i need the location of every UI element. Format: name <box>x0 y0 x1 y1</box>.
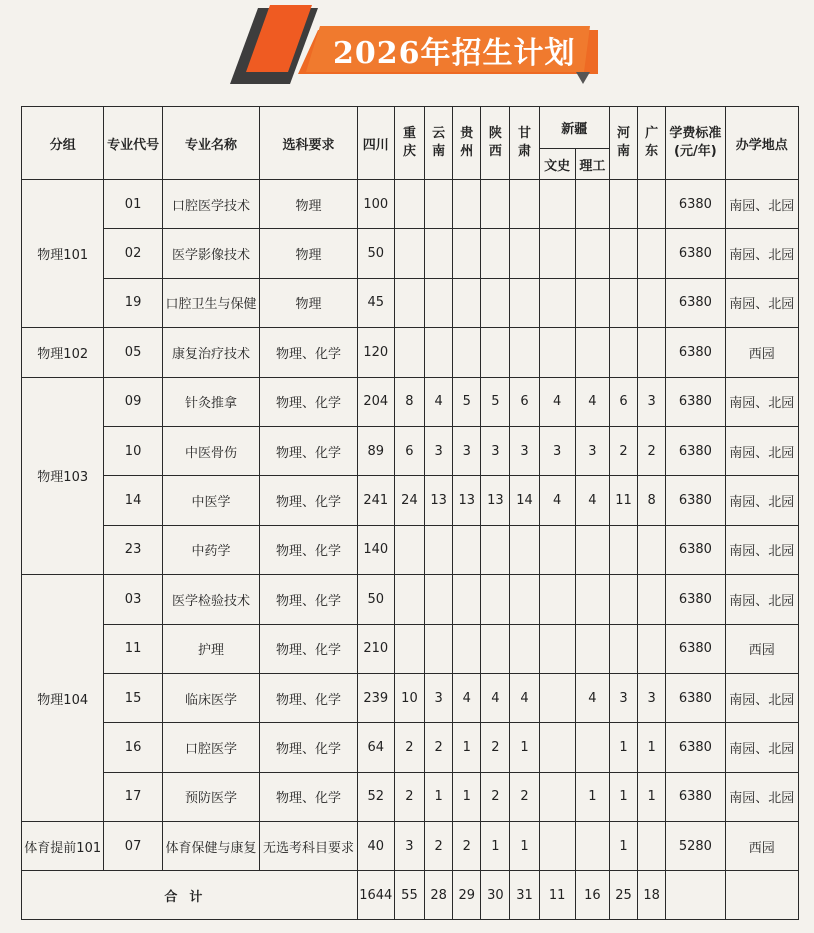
quota-guizhou <box>453 328 481 377</box>
table-row <box>22 328 799 377</box>
campus-location: 南园、北园 <box>725 229 798 278</box>
tuition-fee: 6380 <box>666 723 725 772</box>
quota-xinjiang-ligong <box>575 575 609 624</box>
quota-guangdong <box>638 278 666 327</box>
header-sichuan: 四川 <box>357 107 394 180</box>
quota-yunnan <box>425 525 453 574</box>
tuition-fee: 5280 <box>666 822 725 871</box>
header-henan-1: 河 <box>617 126 631 141</box>
major-name: 康复治疗技术 <box>162 328 259 377</box>
major-code: 17 <box>104 772 162 821</box>
quota-henan <box>609 624 637 673</box>
quota-henan: 2 <box>609 426 637 475</box>
quota-chongqing <box>394 229 424 278</box>
major-name: 体育保健与康复 <box>162 822 259 871</box>
tuition-fee: 6380 <box>666 624 725 673</box>
tuition-fee: 6380 <box>666 575 725 624</box>
quota-xinjiang-ligong <box>575 229 609 278</box>
quota-henan: 1 <box>609 822 637 871</box>
subject-requirement: 物理 <box>260 180 357 229</box>
quota-yunnan: 3 <box>425 673 453 722</box>
quota-guizhou <box>453 278 481 327</box>
header-shaanxi <box>481 107 510 180</box>
table-row <box>22 673 799 722</box>
quota-chongqing: 10 <box>394 673 424 722</box>
quota-xinjiang-ligong: 1 <box>575 772 609 821</box>
quota-henan <box>609 278 637 327</box>
campus-location: 南园、北园 <box>725 426 798 475</box>
quota-guangdong <box>638 822 666 871</box>
quota-gansu: 2 <box>510 772 539 821</box>
quota-sichuan: 50 <box>357 229 394 278</box>
quota-gansu: 6 <box>510 377 539 426</box>
tuition-fee: 6380 <box>666 180 725 229</box>
table-header <box>22 107 799 180</box>
quota-xinjiang-ligong <box>575 180 609 229</box>
quota-shaanxi <box>481 624 510 673</box>
header-name: 专业名称 <box>162 107 259 180</box>
table-footer <box>22 871 799 920</box>
quota-henan <box>609 180 637 229</box>
quota-chongqing <box>394 525 424 574</box>
quota-henan <box>609 525 637 574</box>
quota-shaanxi: 2 <box>481 772 510 821</box>
total-guizhou: 29 <box>453 871 481 920</box>
quota-gansu <box>510 328 539 377</box>
subject-requirement: 物理、化学 <box>260 575 357 624</box>
table-row <box>22 575 799 624</box>
header-guangdong <box>638 107 666 180</box>
subject-requirement: 物理、化学 <box>260 426 357 475</box>
header-chongqing <box>394 107 424 180</box>
major-name: 护理 <box>162 624 259 673</box>
quota-henan <box>609 575 637 624</box>
campus-location: 南园、北园 <box>725 575 798 624</box>
group-name: 物理104 <box>22 575 104 822</box>
tuition-fee: 6380 <box>666 772 725 821</box>
quota-guangdong <box>638 180 666 229</box>
quota-shaanxi <box>481 575 510 624</box>
quota-sichuan: 140 <box>357 525 394 574</box>
quota-sichuan: 64 <box>357 723 394 772</box>
quota-guizhou: 1 <box>453 723 481 772</box>
quota-shaanxi <box>481 180 510 229</box>
table-row <box>22 426 799 475</box>
quota-guizhou <box>453 229 481 278</box>
major-code: 05 <box>104 328 162 377</box>
page-title: 2026年招生计划 <box>333 36 576 71</box>
quota-gansu <box>510 525 539 574</box>
header-shaanxi-1: 陕 <box>488 126 502 141</box>
quota-yunnan <box>425 624 453 673</box>
table-row <box>22 180 799 229</box>
subject-requirement: 物理、化学 <box>260 377 357 426</box>
quota-chongqing: 3 <box>394 822 424 871</box>
quota-xinjiang-ligong <box>575 822 609 871</box>
major-name: 预防医学 <box>162 772 259 821</box>
quota-shaanxi <box>481 278 510 327</box>
quota-yunnan: 4 <box>425 377 453 426</box>
quota-henan: 1 <box>609 772 637 821</box>
title-banner <box>0 0 814 95</box>
tuition-fee: 6380 <box>666 525 725 574</box>
campus-location: 南园、北园 <box>725 525 798 574</box>
group-name: 体育提前101 <box>22 822 104 871</box>
campus-location: 南园、北园 <box>725 476 798 525</box>
quota-xinjiang-ligong <box>575 278 609 327</box>
total-row <box>22 871 799 920</box>
quota-yunnan: 2 <box>425 723 453 772</box>
quota-henan <box>609 328 637 377</box>
campus-location: 南园、北园 <box>725 673 798 722</box>
major-name: 医学影像技术 <box>162 229 259 278</box>
campus-location: 西园 <box>725 328 798 377</box>
table-row <box>22 772 799 821</box>
header-gansu <box>510 107 539 180</box>
quota-guangdong <box>638 575 666 624</box>
enrollment-plan-table <box>21 106 799 920</box>
table-row <box>22 723 799 772</box>
total-fee <box>666 871 725 920</box>
total-xinjiang-ligong: 16 <box>575 871 609 920</box>
total-sichuan: 1644 <box>357 871 394 920</box>
major-name: 临床医学 <box>162 673 259 722</box>
quota-sichuan: 50 <box>357 575 394 624</box>
quota-yunnan: 13 <box>425 476 453 525</box>
quota-gansu <box>510 278 539 327</box>
quota-sichuan: 120 <box>357 328 394 377</box>
major-code: 23 <box>104 525 162 574</box>
subject-requirement: 物理、化学 <box>260 525 357 574</box>
quota-guangdong: 3 <box>638 377 666 426</box>
subject-requirement: 物理、化学 <box>260 723 357 772</box>
quota-xinjiang-ligong <box>575 328 609 377</box>
subject-requirement: 物理、化学 <box>260 624 357 673</box>
group-name: 物理102 <box>22 328 104 377</box>
major-code: 15 <box>104 673 162 722</box>
major-code: 10 <box>104 426 162 475</box>
quota-gansu: 3 <box>510 426 539 475</box>
header-yunnan-2: 南 <box>432 144 446 159</box>
campus-location: 南园、北园 <box>725 723 798 772</box>
major-code: 02 <box>104 229 162 278</box>
header-fee <box>666 107 725 180</box>
tuition-fee: 6380 <box>666 476 725 525</box>
quota-xinjiang-ligong <box>575 525 609 574</box>
quota-chongqing <box>394 624 424 673</box>
quota-chongqing <box>394 575 424 624</box>
total-henan: 25 <box>609 871 637 920</box>
header-location: 办学地点 <box>725 107 798 180</box>
quota-xinjiang-ligong: 3 <box>575 426 609 475</box>
major-code: 14 <box>104 476 162 525</box>
tuition-fee: 6380 <box>666 377 725 426</box>
quota-chongqing: 2 <box>394 723 424 772</box>
table-row <box>22 377 799 426</box>
quota-sichuan: 100 <box>357 180 394 229</box>
quota-xinjiang-wenshi <box>539 229 575 278</box>
quota-sichuan: 52 <box>357 772 394 821</box>
quota-gansu: 1 <box>510 822 539 871</box>
quota-shaanxi: 13 <box>481 476 510 525</box>
header-fee-1: 学费标准 <box>669 126 722 141</box>
header-henan <box>609 107 637 180</box>
quota-shaanxi <box>481 328 510 377</box>
quota-xinjiang-ligong <box>575 624 609 673</box>
quota-guangdong: 8 <box>638 476 666 525</box>
header-xinjiang-ligong: 理工 <box>575 149 609 180</box>
quota-sichuan: 40 <box>357 822 394 871</box>
total-shaanxi: 30 <box>481 871 510 920</box>
quota-xinjiang-ligong: 4 <box>575 377 609 426</box>
quota-guizhou: 5 <box>453 377 481 426</box>
quota-henan: 1 <box>609 723 637 772</box>
tuition-fee: 6380 <box>666 278 725 327</box>
group-name: 物理103 <box>22 377 104 575</box>
table-body <box>22 180 799 871</box>
header-yunnan-1: 云 <box>432 126 446 141</box>
quota-sichuan: 204 <box>357 377 394 426</box>
header-xinjiang-wenshi: 文史 <box>539 149 575 180</box>
quota-xinjiang-wenshi: 3 <box>539 426 575 475</box>
quota-xinjiang-wenshi <box>539 525 575 574</box>
quota-xinjiang-wenshi <box>539 575 575 624</box>
quota-gansu <box>510 575 539 624</box>
tuition-fee: 6380 <box>666 328 725 377</box>
quota-henan: 6 <box>609 377 637 426</box>
quota-shaanxi: 5 <box>481 377 510 426</box>
subject-requirement: 物理、化学 <box>260 772 357 821</box>
quota-guizhou: 2 <box>453 822 481 871</box>
major-code: 09 <box>104 377 162 426</box>
quota-xinjiang-ligong: 4 <box>575 476 609 525</box>
quota-henan: 11 <box>609 476 637 525</box>
major-name: 医学检验技术 <box>162 575 259 624</box>
total-yunnan: 28 <box>425 871 453 920</box>
quota-chongqing <box>394 328 424 377</box>
quota-xinjiang-wenshi <box>539 328 575 377</box>
subject-requirement: 物理 <box>260 278 357 327</box>
total-guangdong: 18 <box>638 871 666 920</box>
header-requirement: 选科要求 <box>260 107 357 180</box>
table-row <box>22 624 799 673</box>
quota-guangdong: 3 <box>638 673 666 722</box>
quota-guizhou <box>453 624 481 673</box>
quota-gansu: 4 <box>510 673 539 722</box>
quota-xinjiang-ligong: 4 <box>575 673 609 722</box>
major-code: 03 <box>104 575 162 624</box>
table-row <box>22 822 799 871</box>
campus-location: 南园、北园 <box>725 377 798 426</box>
quota-yunnan: 3 <box>425 426 453 475</box>
quota-gansu: 14 <box>510 476 539 525</box>
quota-guangdong: 2 <box>638 426 666 475</box>
campus-location: 南园、北园 <box>725 772 798 821</box>
total-chongqing: 55 <box>394 871 424 920</box>
quota-gansu: 1 <box>510 723 539 772</box>
quota-guizhou: 4 <box>453 673 481 722</box>
quota-guangdong: 1 <box>638 772 666 821</box>
header-code: 专业代号 <box>104 107 162 180</box>
campus-location: 南园、北园 <box>725 278 798 327</box>
quota-yunnan <box>425 328 453 377</box>
subject-requirement: 无选考科目要求 <box>260 822 357 871</box>
quota-shaanxi: 3 <box>481 426 510 475</box>
quota-shaanxi: 4 <box>481 673 510 722</box>
table-row <box>22 229 799 278</box>
quota-xinjiang-wenshi <box>539 673 575 722</box>
quota-chongqing: 8 <box>394 377 424 426</box>
major-code: 01 <box>104 180 162 229</box>
quota-chongqing <box>394 180 424 229</box>
table-row <box>22 525 799 574</box>
quota-xinjiang-wenshi <box>539 624 575 673</box>
header-xinjiang: 新疆 <box>539 107 609 149</box>
header-guizhou-2: 州 <box>460 144 474 159</box>
quota-sichuan: 210 <box>357 624 394 673</box>
tuition-fee: 6380 <box>666 426 725 475</box>
total-xinjiang-wenshi: 11 <box>539 871 575 920</box>
group-name: 物理101 <box>22 180 104 328</box>
quota-guangdong: 1 <box>638 723 666 772</box>
major-name: 中医骨伤 <box>162 426 259 475</box>
major-name: 针灸推拿 <box>162 377 259 426</box>
quota-yunnan <box>425 229 453 278</box>
header-guangdong-2: 东 <box>645 144 659 159</box>
quota-xinjiang-wenshi <box>539 278 575 327</box>
quota-xinjiang-wenshi <box>539 723 575 772</box>
subject-requirement: 物理、化学 <box>260 328 357 377</box>
tuition-fee: 6380 <box>666 673 725 722</box>
quota-guizhou <box>453 575 481 624</box>
quota-sichuan: 89 <box>357 426 394 475</box>
quota-gansu <box>510 229 539 278</box>
quota-guizhou: 1 <box>453 772 481 821</box>
quota-chongqing: 6 <box>394 426 424 475</box>
quota-sichuan: 45 <box>357 278 394 327</box>
quota-chongqing: 2 <box>394 772 424 821</box>
campus-location: 西园 <box>725 624 798 673</box>
quota-gansu <box>510 180 539 229</box>
quota-xinjiang-wenshi <box>539 772 575 821</box>
quota-sichuan: 241 <box>357 476 394 525</box>
quota-shaanxi: 1 <box>481 822 510 871</box>
total-label: 合计 <box>22 871 358 920</box>
quota-xinjiang-wenshi <box>539 180 575 229</box>
major-name: 口腔医学技术 <box>162 180 259 229</box>
quota-yunnan <box>425 278 453 327</box>
quota-xinjiang-wenshi: 4 <box>539 377 575 426</box>
major-code: 16 <box>104 723 162 772</box>
campus-location: 南园、北园 <box>725 180 798 229</box>
header-chongqing-2: 庆 <box>402 144 416 159</box>
quota-guizhou <box>453 180 481 229</box>
quota-gansu <box>510 624 539 673</box>
quota-chongqing <box>394 278 424 327</box>
major-name: 中医学 <box>162 476 259 525</box>
quota-shaanxi <box>481 525 510 574</box>
quota-shaanxi: 2 <box>481 723 510 772</box>
quota-xinjiang-ligong <box>575 723 609 772</box>
subject-requirement: 物理 <box>260 229 357 278</box>
table-row <box>22 278 799 327</box>
quota-guizhou: 3 <box>453 426 481 475</box>
quota-chongqing: 24 <box>394 476 424 525</box>
header-guizhou-1: 贵 <box>460 126 474 141</box>
quota-yunnan: 1 <box>425 772 453 821</box>
quota-yunnan <box>425 180 453 229</box>
header-fee-2: (元/年) <box>674 144 717 159</box>
major-name: 中药学 <box>162 525 259 574</box>
quota-guangdong <box>638 624 666 673</box>
quota-guizhou <box>453 525 481 574</box>
campus-location: 西园 <box>725 822 798 871</box>
quota-xinjiang-wenshi: 4 <box>539 476 575 525</box>
header-shaanxi-2: 西 <box>488 144 502 159</box>
major-code: 07 <box>104 822 162 871</box>
quota-yunnan: 2 <box>425 822 453 871</box>
quota-guangdong <box>638 525 666 574</box>
header-gansu-2: 肃 <box>518 144 532 159</box>
quota-sichuan: 239 <box>357 673 394 722</box>
quota-henan <box>609 229 637 278</box>
subject-requirement: 物理、化学 <box>260 476 357 525</box>
header-group: 分组 <box>22 107 104 180</box>
major-code: 11 <box>104 624 162 673</box>
quota-shaanxi <box>481 229 510 278</box>
quota-guangdong <box>638 328 666 377</box>
major-name: 口腔卫生与保健 <box>162 278 259 327</box>
tuition-fee: 6380 <box>666 229 725 278</box>
total-gansu: 31 <box>510 871 539 920</box>
major-code: 19 <box>104 278 162 327</box>
table-row <box>22 476 799 525</box>
quota-guizhou: 13 <box>453 476 481 525</box>
header-yunnan <box>425 107 453 180</box>
header-guizhou <box>453 107 481 180</box>
header-guangdong-1: 广 <box>645 126 659 141</box>
header-gansu-1: 甘 <box>518 126 532 141</box>
quota-xinjiang-wenshi <box>539 822 575 871</box>
major-name: 口腔医学 <box>162 723 259 772</box>
header-chongqing-1: 重 <box>402 126 416 141</box>
quota-yunnan <box>425 575 453 624</box>
quota-guangdong <box>638 229 666 278</box>
quota-henan: 3 <box>609 673 637 722</box>
header-henan-2: 南 <box>617 144 631 159</box>
subject-requirement: 物理、化学 <box>260 673 357 722</box>
total-location <box>725 871 798 920</box>
